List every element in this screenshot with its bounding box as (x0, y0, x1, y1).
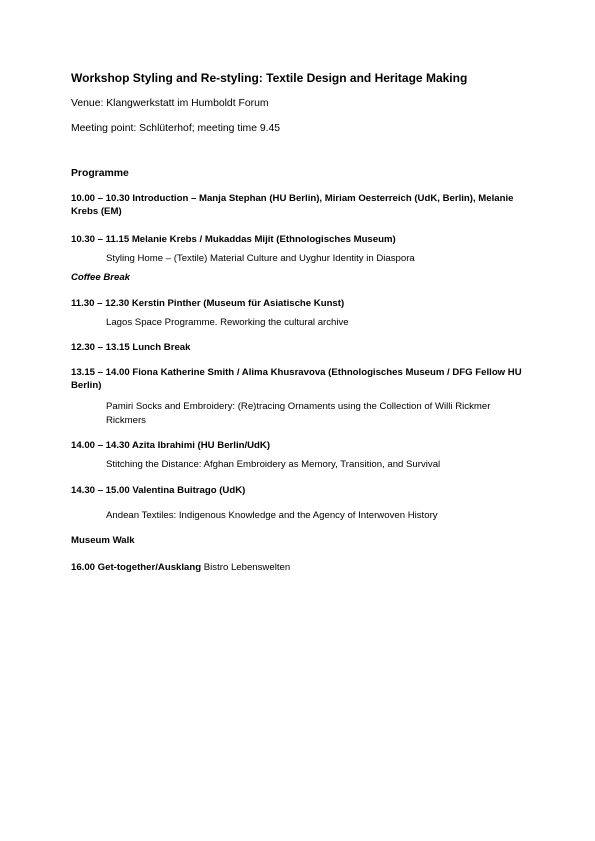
document-title: Workshop Styling and Re-styling: Textile Design and Heritage Making (71, 71, 468, 85)
venue-line: Venue: Klangwerkstatt im Humboldt Forum (71, 98, 269, 109)
programme-heading: Programme (71, 168, 129, 179)
programme-item-pinther: 11.30 – 12.30 Kerstin Pinther (Museum für Asiatische Kunst) (71, 298, 345, 309)
programme-item-krebs-mijit: 10.30 – 11.15 Melanie Krebs / Mukaddas Mijit (Ethnologisches Museum) (71, 234, 396, 245)
talk-title-andean: Andean Textiles: Indigenous Knowledge and the Agency of Interwoven History (106, 510, 438, 521)
get-together-line (71, 561, 290, 574)
programme-item-buitrago: 14.30 – 15.00 Valentina Buitrago (UdK) (71, 485, 246, 496)
get-together-heading: 16.00 Get-together/Ausklang (71, 562, 202, 573)
talk-title-styling-home: Styling Home – (Textile) Material Culture and Uyghur Identity in Diaspora (106, 253, 415, 264)
talk-title-stitching: Stitching the Distance: Afghan Embroidery as Memory, Transition, and Survival (106, 459, 441, 470)
programme-item-introduction: 10.00 – 10.30 Introduction – Manja Stephan (HU Berlin), Miriam Oesterreich (UdK, Berlin), Melanie Krebs (EM) (71, 193, 514, 217)
talk-title-lagos: Lagos Space Programme. Reworking the cultural archive (106, 317, 349, 328)
programme-item-smith-khusravova: 13.15 – 14.00 Fiona Katherine Smith / Alima Khusravova (Ethnologisches Museum / DFG Fellow HU Berlin) (71, 367, 522, 391)
programme-item-ibrahimi: 14.00 – 14.30 Azita Ibrahimi (HU Berlin/UdK) (71, 440, 271, 451)
meeting-point-line: Meeting point: Schlüterhof; meeting time 9.45 (71, 123, 281, 134)
get-together-location: Bistro Lebenswelten (203, 562, 291, 573)
museum-walk: Museum Walk (71, 535, 135, 546)
coffee-break: Coffee Break (71, 272, 131, 283)
lunch-break: 12.30 – 13.15 Lunch Break (71, 342, 191, 353)
talk-title-pamiri-socks: Pamiri Socks and Embroidery: (Re)tracing Ornaments using the Collection of Willi Rickmer Rickmers (106, 401, 491, 426)
